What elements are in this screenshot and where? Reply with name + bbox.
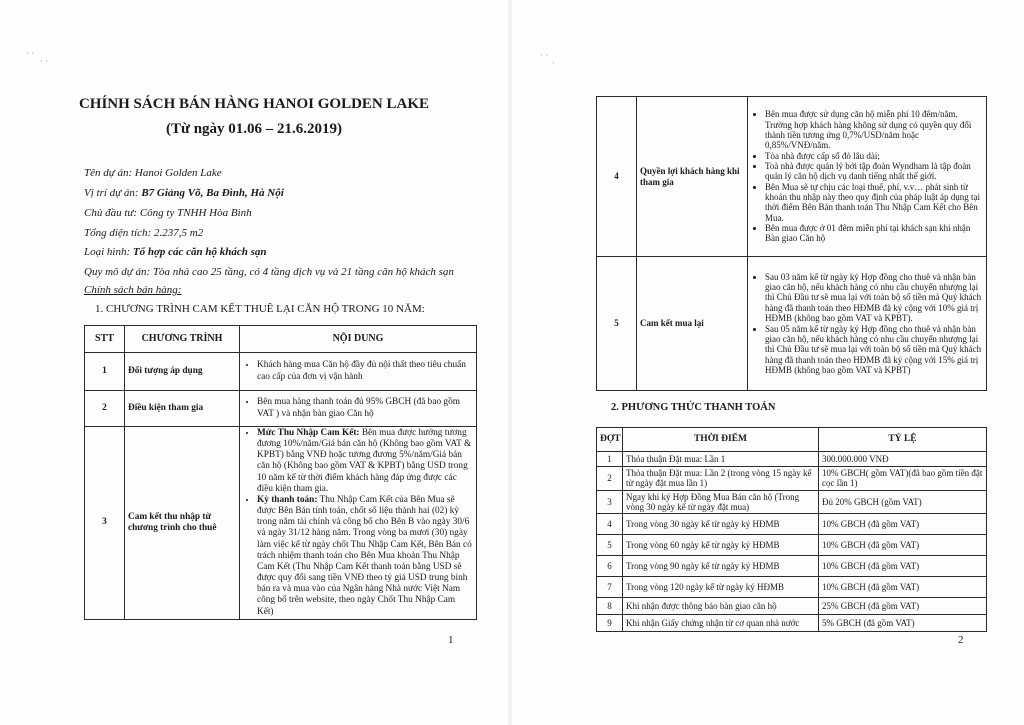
row-stt: 5: [597, 257, 637, 391]
table-row: [597, 556, 987, 577]
installment-number: 9: [597, 615, 623, 632]
installment-number: 2: [597, 467, 623, 491]
info-investor: Chủ đầu tư: Công ty TNHH Hòa Bình: [84, 207, 252, 219]
table-row: [85, 353, 477, 391]
content-bullet: • Bên Mua sẽ tự chịu các loại thuế, phí, v.v… phát sinh từ khoản thu nhập này theo quy định của pháp luật áp dụng tại thời điểm Bên Bán thanh toán Thu Nhập Cam Kết cho Bên Mua.: [765, 182, 983, 223]
scan-speck: · ·: [540, 50, 549, 60]
row-content: [240, 353, 477, 391]
content-bullet: • Tòa nhà được cấp sổ đỏ lâu dài;: [765, 151, 983, 161]
installment-number: 7: [597, 577, 623, 598]
table-header-row: [597, 428, 987, 452]
info-sales-policy: Chính sách bán hàng:: [84, 284, 182, 296]
scan-speck: · ·: [26, 48, 35, 58]
installment-rate: 5% GBCH (đã gồm VAT): [819, 615, 987, 632]
installment-rate: 300.000.000 VNĐ: [819, 452, 987, 467]
installment-time: Trong vòng 30 ngày kể từ ngày ký HĐMB: [623, 514, 819, 535]
info-project-name: Tên dự án: Hanoi Golden Lake: [84, 167, 222, 179]
scan-speck: · ·: [40, 56, 49, 66]
installment-rate: 10% GBCH (đã gồm VAT): [819, 577, 987, 598]
row-content: [748, 257, 987, 391]
table-row: [597, 97, 987, 257]
table-row: [597, 452, 987, 467]
table-row: [597, 514, 987, 535]
table-row: [85, 391, 477, 427]
info-type: Loại hình: Tổ hợp các căn hộ khách sạn: [84, 246, 267, 258]
content-bullet: • Toà nhà được quản lý bởi tập đoàn Wyndham là tập đoàn quản lý căn hộ dịch vụ danh tiếng nhất thế giới.: [765, 161, 983, 182]
installment-time: Trong vòng 90 ngày kể từ ngày ký HĐMB: [623, 556, 819, 577]
installment-time: Thỏa thuận Đặt mua: Lần 2 (trong vòng 15 ngày kể từ ngày đặt mua lần 1): [623, 467, 819, 491]
info-location: Vị trí dự án: B7 Giảng Võ, Ba Đình, Hà Nội: [84, 187, 284, 199]
installment-rate: 10% GBCH (đã gồm VAT): [819, 535, 987, 556]
content-bullet: • Bên mua hàng thanh toán đủ 95% GBCH (đã bao gồm VAT ) và nhận bàn giao Căn hộ: [257, 397, 473, 419]
row-program: Cam kết mua lại: [637, 257, 748, 391]
row-program: Cam kết thu nhập từ chương trình cho thuê: [125, 427, 240, 620]
installment-number: 6: [597, 556, 623, 577]
row-stt: 2: [85, 391, 125, 427]
table-row: [597, 490, 987, 514]
installment-rate: Đủ 20% GBCH (gồm VAT): [819, 490, 987, 514]
header-time: THỜI ĐIỂM: [623, 428, 819, 452]
header-stt: STT: [85, 326, 125, 353]
page-number-2: 2: [958, 634, 964, 646]
installment-time: Ngay khi ký Hợp Đồng Mua Bán căn hộ (Trong vòng 30 ngày kể từ ngày đặt mua): [623, 490, 819, 514]
row-content: [748, 97, 987, 257]
row-program: Điều kiện tham gia: [125, 391, 240, 427]
content-bullet: • Sau 05 năm kể từ ngày ký Hợp đồng cho thuê và nhận bàn giao căn hộ, nếu khách hàng có nhu cầu chuyển nhượng lại thì Chủ Đầu tư sẽ mua lại với toàn bộ số tiền mà Quý khách hàng đã thanh toán theo HĐMB đã ký cộng với 15% giá trị HĐMB (không bao gồm VAT và KPBT): [765, 324, 983, 376]
payment-schedule-table: [596, 427, 987, 632]
table-row: [597, 467, 987, 491]
section-1-title: 1. CHƯƠNG TRÌNH CAM KẾT THUÊ LẠI CĂN HỘ TRONG 10 NĂM:: [95, 303, 425, 315]
header-content: NỘI DUNG: [240, 326, 477, 353]
row-content: [240, 427, 477, 620]
header-rate: TỶ LỆ: [819, 428, 987, 452]
header-installment: ĐỢT: [597, 428, 623, 452]
document-subtitle: (Từ ngày 01.06 – 21.6.2019): [165, 121, 343, 137]
content-bullet: • Bên mua được ở 01 đêm miễn phí tại khách sạn khi nhận Bàn giao Căn hộ: [765, 223, 983, 244]
rental-program-table-continued: [596, 96, 987, 391]
installment-number: 3: [597, 490, 623, 514]
rental-program-table: [84, 325, 477, 620]
table-row: [597, 257, 987, 391]
scan-speck: ·: [552, 58, 555, 68]
table-row: [597, 598, 987, 615]
installment-number: 8: [597, 598, 623, 615]
content-bullet: • Sau 03 năm kể từ ngày ký Hợp đồng cho thuê và nhận bàn giao căn hộ, nếu khách hàng có nhu cầu chuyển nhượng lại thì Chủ Đầu tư sẽ mua lại với toàn bộ số tiền mà Quý khách hàng đã thanh toán theo HĐMB đã ký cộng với 10% giá trị HĐMB (không bao gồm VAT và KPBT).: [765, 272, 983, 324]
info-total-area: Tổng diện tích: 2.237,5 m2: [84, 227, 204, 239]
installment-time: Trong vòng 120 ngày kể từ ngày ký HĐMB: [623, 577, 819, 598]
row-program: Đối tượng áp dụng: [125, 353, 240, 391]
document-title: CHÍNH SÁCH BÁN HÀNG HANOI GOLDEN LAKE: [78, 96, 430, 112]
installment-time: Trong vòng 60 ngày kể từ ngày ký HĐMB: [623, 535, 819, 556]
section-2-title: 2. PHƯƠNG THỨC THANH TOÁN: [611, 402, 776, 413]
table-row: [597, 535, 987, 556]
table-row: [85, 427, 477, 620]
page-number: 1: [448, 634, 454, 646]
row-stt: 4: [597, 97, 637, 257]
row-stt: 3: [85, 427, 125, 620]
installment-number: 1: [597, 452, 623, 467]
installment-number: 4: [597, 514, 623, 535]
installment-number: 5: [597, 535, 623, 556]
page-1: [0, 0, 508, 725]
row-stt: 1: [85, 353, 125, 391]
installment-rate: 10% GBCH (đã gồm VAT): [819, 556, 987, 577]
installment-time: Khi nhận Giấy chứng nhận từ cơ quan nhà nước: [623, 615, 819, 632]
content-bullet: • Mức Thu Nhập Cam Kết: Bên mua được hưởng tương đương 10%/năm/Giá bán căn hộ (Không bao gồm VAT & KPBT) bằng VNĐ hoặc tương đương 5%/năm/Giá bán căn hộ (Không bao gồm VAT & KPBT) bằng USD trong 10 năm kể từ thời điểm khách hàng đáp ứng được các điều kiện tham gia.: [257, 428, 473, 495]
content-bullet: • Bên mua được sử dụng căn hộ miễn phí 10 đêm/năm. Trường hợp khách hàng không sử dụng có quyền quy đổi thành tiền tương ứng 0,7%/USD/năm hoặc 0,85%/VNĐ/năm.: [765, 109, 983, 150]
installment-rate: 10% GBCH (đã gồm VAT): [819, 514, 987, 535]
info-scale: Quy mô dự án: Tòa nhà cao 25 tầng, có 4 tầng dịch vụ và 21 tầng căn hộ khách sạn: [84, 266, 454, 278]
installment-time: Khi nhận được thông báo bàn giao căn hộ: [623, 598, 819, 615]
header-program: CHƯƠNG TRÌNH: [125, 326, 240, 353]
table-header-row: [85, 326, 477, 353]
installment-time: Thỏa thuận Đặt mua: Lần 1: [623, 452, 819, 467]
installment-rate: 25% GBCH (đã gồm VAT): [819, 598, 987, 615]
table-row: [597, 615, 987, 632]
row-content: [240, 391, 477, 427]
row-program: Quyền lợi khách hàng khi tham gia: [637, 97, 748, 257]
table-row: [597, 577, 987, 598]
content-bullet: • Kỳ thanh toán: Thu Nhập Cam Kết của Bên Mua sẽ được Bên Bán tính toán, chốt số liệu thành hai (02) kỳ trong năm tài chính và công bố cho Bên B vào ngày 30/6 và ngày 31/12 hàng năm. Trong vòng ba mươi (30) ngày làm việc kể từ ngày chốt Thu Nhập Cam Kết, Bên Bán có trách nhiệm thanh toán cho Bên Mua khoản Thu Nhập Cam Kết (Thu Nhập Cam Kết thanh toán bằng USD sẽ được quy đổi sang tiền VNĐ theo tỷ giá USD trung bình bán ra và mua vào của Ngân hàng Nhà nước Việt Nam công bố trên website, theo ngày Chốt Thu Nhập Cam Kết): [257, 495, 473, 618]
installment-rate: 10% GBCH( gồm VAT)(đã bao gồm tiền đặt cọc lần 1): [819, 467, 987, 491]
content-bullet: • Khách hàng mua Căn hộ đầy đủ nội thất theo tiêu chuẩn cao cấp của đơn vị vận hành: [257, 360, 473, 382]
